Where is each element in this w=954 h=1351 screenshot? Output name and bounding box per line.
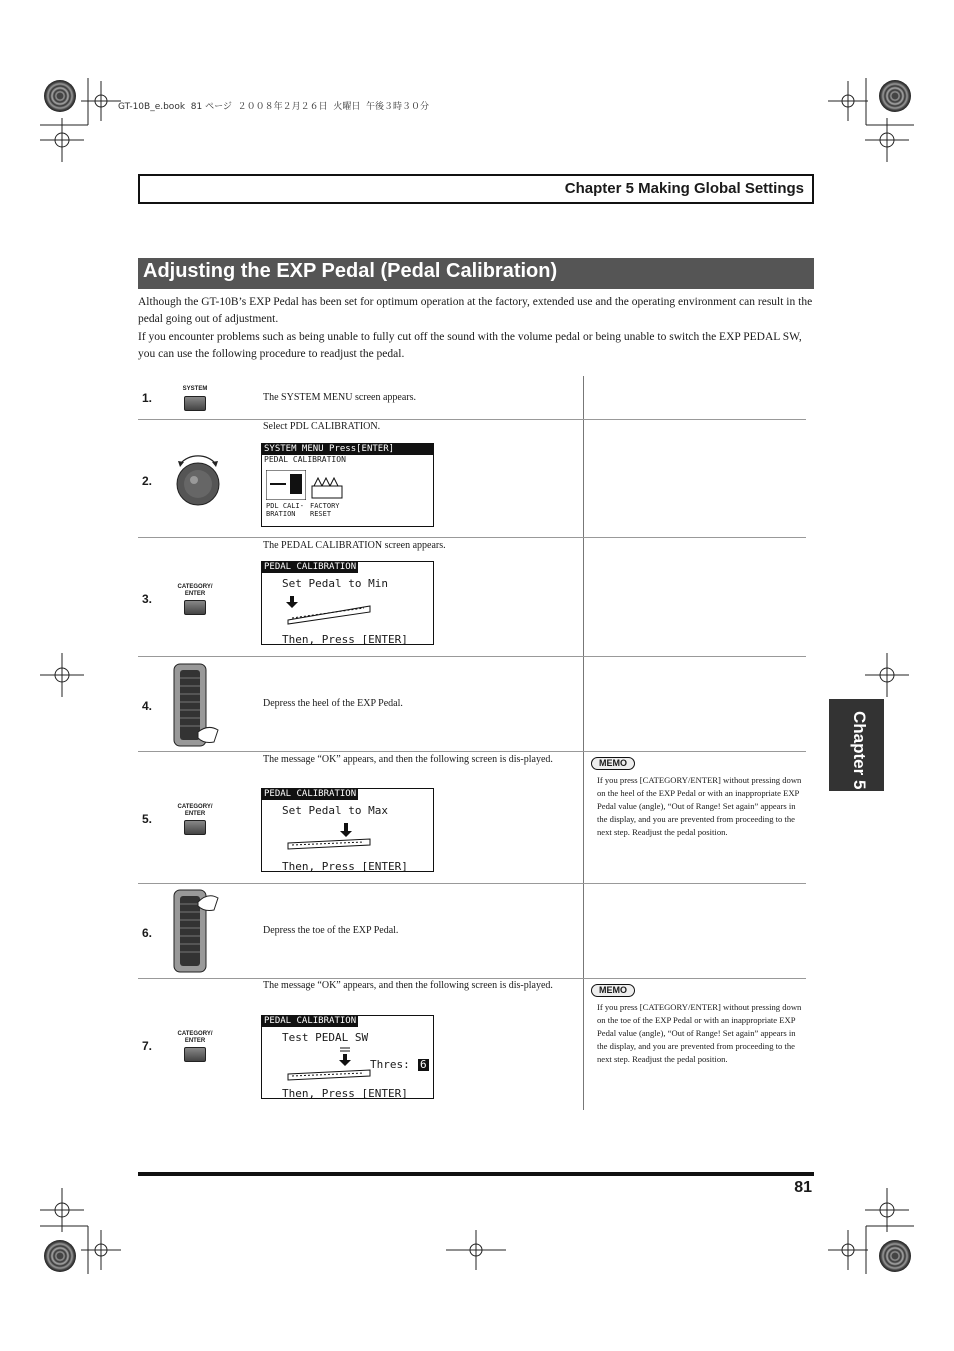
lcd-screen-calibration-max	[261, 788, 434, 872]
system-button[interactable]	[184, 396, 206, 411]
memo-badge: MEMO	[591, 984, 635, 997]
lcd-instruction: Test PEDAL SW	[282, 1031, 369, 1044]
intro-paragraph-2: If you encounter problems such as being unable to fully cut off the sound with the volume pedal or being unable to switch the EXP PEDAL SW, you can use the following procedure to readjust the pedal.	[138, 331, 802, 360]
step-number: 4.	[142, 699, 153, 713]
step-number: 3.	[142, 592, 153, 606]
lcd-enter-prompt: Then, Press [ENTER]	[282, 1087, 408, 1100]
intro-paragraph-1: Although the GT-10B’s EXP Pedal has been set for optimum operation at the factory, extended use and the operating environment can result in the pedal going out of adjustment.	[138, 296, 813, 325]
chapter-side-tab	[829, 699, 884, 791]
pedal-min-diagram	[284, 596, 374, 626]
row-divider	[138, 537, 806, 538]
exp-pedal-heel-icon	[168, 662, 224, 750]
category-enter-button[interactable]	[184, 600, 206, 615]
step-instruction: The message “OK” appears, and then the following screen is dis-played.	[263, 980, 553, 991]
section-title-bar	[138, 258, 814, 289]
step-instruction: The PEDAL CALIBRATION screen appears.	[263, 540, 446, 551]
lcd-enter-prompt: Then, Press [ENTER]	[282, 860, 408, 873]
step-number: 1.	[142, 391, 153, 405]
lcd-subtitle: PEDAL CALIBRATION	[264, 455, 346, 464]
lcd-title-bar: PEDAL CALIBRATION	[264, 562, 357, 572]
category-enter-button-label: CATEGORY/ ENTER	[177, 804, 213, 817]
chapter-header-box	[138, 174, 814, 204]
memo-text: If you press [CATEGORY/ENTER] without pressing down on the toe of the EXP Pedal or with an inappropriate EXP Pedal value (angle), “Out of Range! Set again” appears in the display, and you are prevented from proceeding to the next step. Readjust the pedal position.	[597, 1002, 802, 1064]
step-instruction: Depress the toe of the EXP Pedal.	[263, 925, 399, 936]
value-dial-icon[interactable]	[172, 452, 224, 508]
memo-badge: MEMO	[591, 757, 635, 770]
category-enter-button-label: CATEGORY/ ENTER	[177, 584, 213, 597]
lcd-title-bar: SYSTEM MENU Press[ENTER]	[262, 444, 434, 455]
footer-rule	[138, 1172, 814, 1176]
lcd-screen-calibration-min	[261, 561, 434, 645]
lcd-threshold-label: Thres:	[370, 1058, 410, 1071]
color-target-top-left	[44, 80, 76, 112]
step-instruction: The SYSTEM MENU screen appears.	[263, 392, 417, 403]
page-number: 81	[794, 1179, 812, 1196]
lcd-enter-prompt: Then, Press [ENTER]	[282, 633, 408, 646]
category-enter-button-label: CATEGORY/ ENTER	[177, 1031, 213, 1044]
step-instruction: Select PDL CALIBRATION.	[263, 421, 381, 432]
lcd-icon-label-pdl: PDL CALI- BRATION	[266, 502, 304, 518]
color-target-top-right	[879, 80, 911, 112]
step-number: 7.	[142, 1039, 153, 1053]
chapter-tab-label: Chapter 5	[850, 711, 869, 790]
row-divider	[138, 883, 806, 884]
lcd-icon-label-factory: FACTORY RESET	[310, 502, 340, 518]
chapter-title: Chapter 5 Making Global Settings	[564, 180, 804, 197]
step-number: 2.	[142, 474, 153, 488]
pedal-switch-diagram	[284, 1046, 374, 1084]
color-target-bottom-left	[44, 1240, 76, 1272]
step-number: 5.	[142, 812, 153, 826]
category-enter-button[interactable]	[184, 820, 206, 835]
pedal-max-diagram	[284, 823, 374, 853]
row-divider	[138, 656, 806, 657]
color-target-bottom-right	[879, 1240, 911, 1272]
row-divider	[138, 751, 806, 752]
lcd-screen-test-pedal-sw	[261, 1015, 434, 1099]
system-button-label: SYSTEM	[182, 386, 208, 392]
pedal-calibration-icon	[266, 470, 306, 500]
column-divider	[583, 376, 584, 1110]
exp-pedal-toe-icon	[168, 888, 224, 976]
lcd-instruction: Set Pedal to Min	[282, 577, 388, 590]
file-info-header: GT-10B_e.book 81 ページ ２００８年２月２６日 火曜日 午後３時３０分	[118, 102, 430, 112]
memo-text: If you press [CATEGORY/ENTER] without pressing down on the heel of the EXP Pedal or with an inappropriate EXP Pedal value (angle), “Out of Range! Set again” appears in the display, and you are prevented from proceeding to the next step. Readjust the pedal position.	[597, 775, 802, 837]
lcd-title-bar: PEDAL CALIBRATION	[264, 1016, 357, 1026]
section-title: Adjusting the EXP Pedal (Pedal Calibration)	[143, 260, 558, 282]
step-instruction: The message “OK” appears, and then the following screen is dis-played.	[263, 754, 553, 765]
lcd-instruction: Set Pedal to Max	[282, 804, 388, 817]
step-instruction: Depress the heel of the EXP Pedal.	[263, 698, 403, 709]
factory-reset-icon	[310, 474, 346, 500]
category-enter-button[interactable]	[184, 1047, 206, 1062]
lcd-screen-system-menu	[261, 443, 434, 527]
lcd-threshold-value: 6	[420, 1058, 427, 1071]
step-number: 6.	[142, 926, 153, 940]
lcd-title-bar: PEDAL CALIBRATION	[264, 789, 357, 799]
